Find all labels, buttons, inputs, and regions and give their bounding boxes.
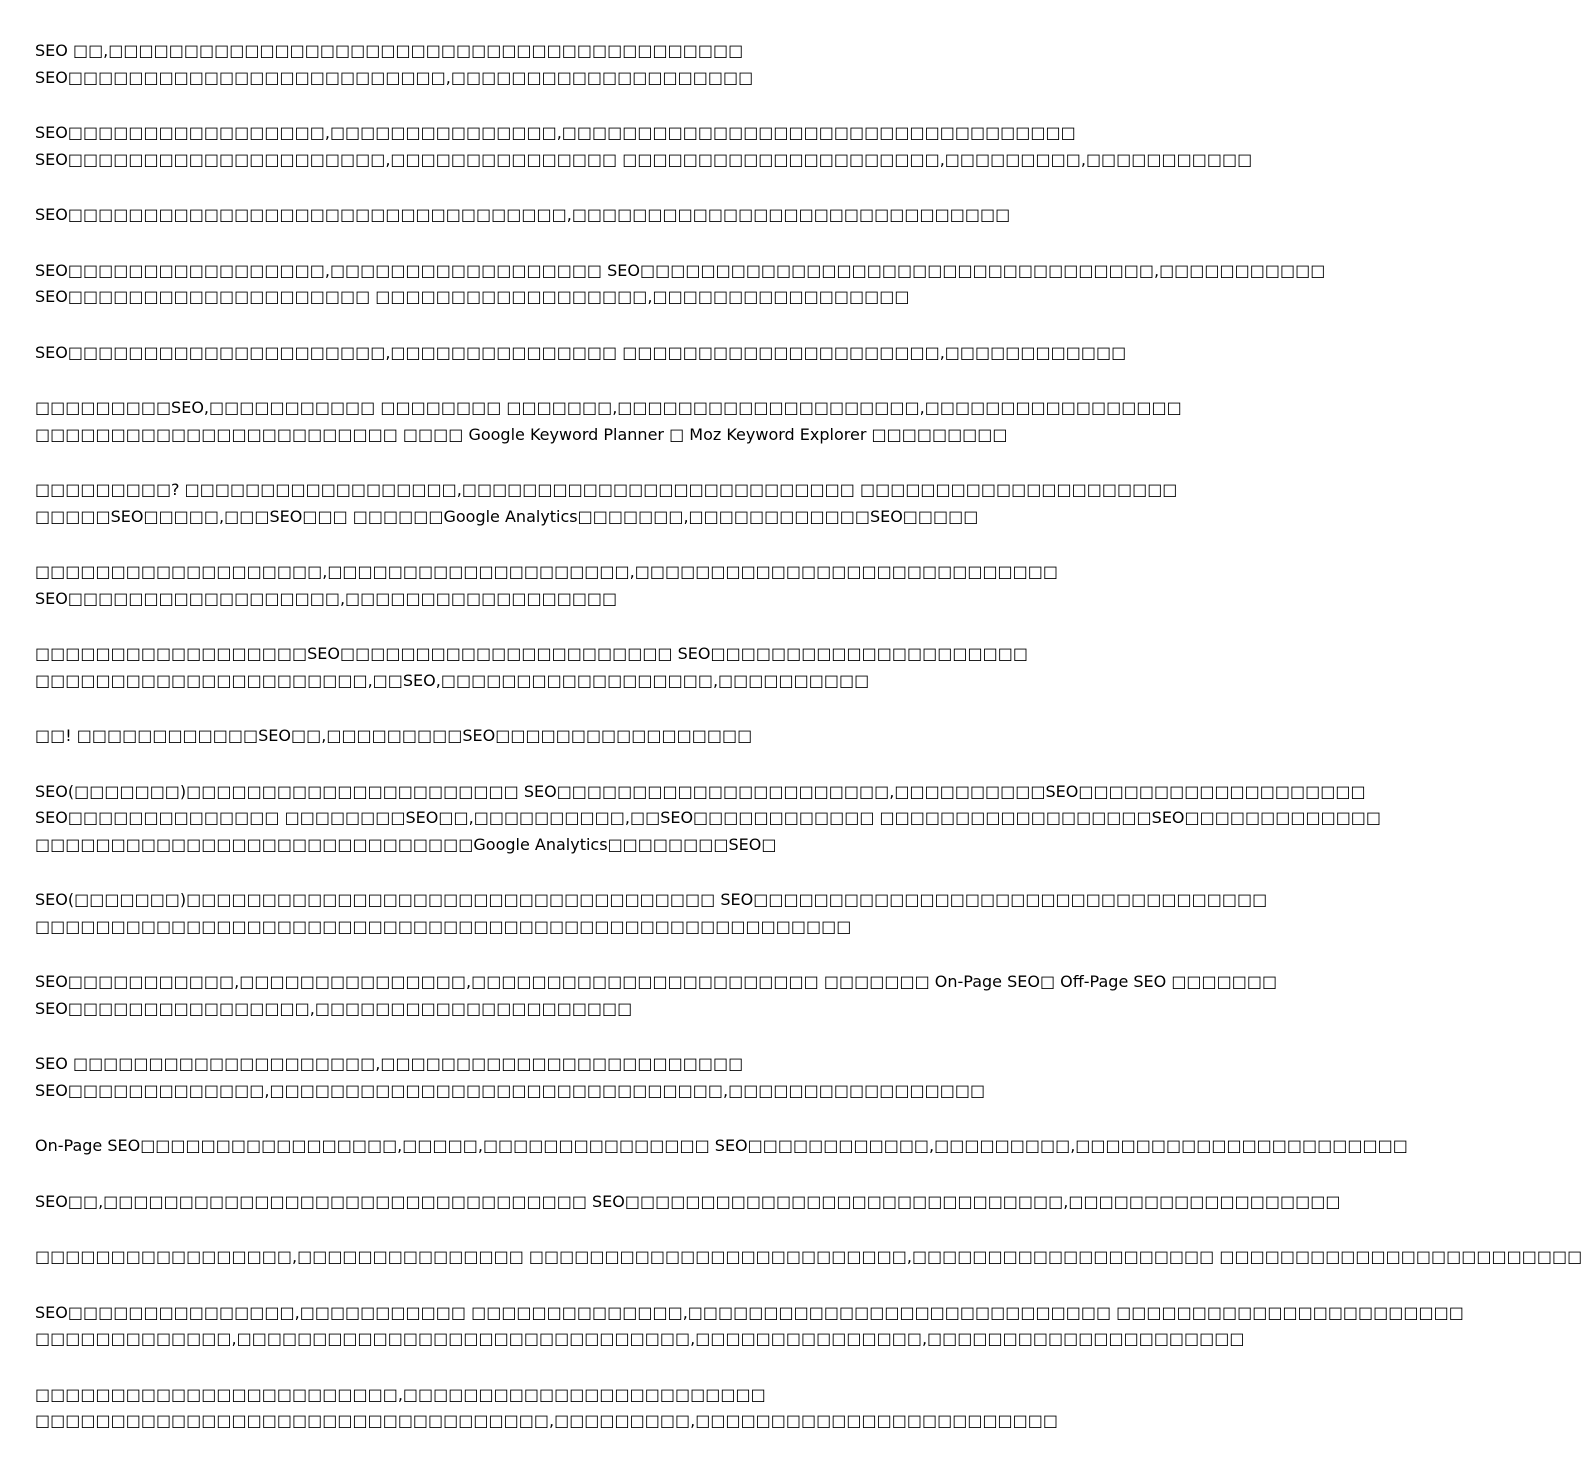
text-line: SEO□□□□□□□□□□□,□□□□□□□□□□□□□□□,□□□□□□□□□□□□□□□□□□□□□□□ □□□□□□□ On-Page SEO□ Off-Page SEO □□□□□□□: [35, 972, 1278, 991]
paragraph: [35, 395, 1182, 448]
text-line: SEO□□□□□□□□□□□□□□□,□□□□□□□□□□□ □□□□□□□□□□□□□□,□□□□□□□□□□□□□□□□□□□□□□□□□□□□ □□□□□□□□□□□□□□□□□□□□□□□: [35, 1302, 1464, 1322]
text-line: □□□□□□□□□□□□□□□□□,□□□□□□□□□□□□□□□ □□□□□□□□□□□□□□□□□□□□□□□□□,□□□□□□□□□□□□□□□□□□□□ □□□□□□□□□□□□□□□□□□□□□□□□: [35, 1247, 1582, 1266]
text-line: □□□□□□□□□SEO,□□□□□□□□□□□ □□□□□□□□ □□□□□□□,□□□□□□□□□□□□□□□□□□□□,□□□□□□□□□□□□□□□□□: [35, 398, 1182, 417]
paragraph: [35, 1189, 1341, 1216]
paragraph: [35, 340, 1127, 367]
text-line: SEO □□□□□□□□□□□□□□□□□□□□,□□□□□□□□□□□□□□□□□□□□□□□□: [35, 1054, 744, 1073]
text-line: SEO□□□□□□□□□□□□□□ □□□□□□□□SEO□□,□□□□□□□□□□,□□SEO□□□□□□□□□□□□ □□□□□□□□□□□□□□□□□□SEO□□□□□□□□□□□□□: [35, 808, 1382, 827]
text-line: SEO□□□□□□□□□□□□□□□□□□□□□,□□□□□□□□□□□□□□□ □□□□□□□□□□□□□□□□□□□□□,□□□□□□□□□,□□□□□□□□□□□: [35, 149, 1253, 169]
text-line: SEO(□□□□□□□)□□□□□□□□□□□□□□□□□□□□□□ SEO□□□□□□□□□□□□□□□□□□□□□□,□□□□□□□□□□SEO□□□□□□□□□□□□□□□□□□□: [35, 781, 1366, 801]
text-line: SEO□□□□□□□□□□□□□□□□□□,□□□□□□□□□□□□□□□□□□: [35, 588, 618, 608]
paragraph: [35, 1300, 1464, 1353]
text-line: SEO(□□□□□□□)□□□□□□□□□□□□□□□□□□□□□□□□□□□□□□□□□□□ SEO□□□□□□□□□□□□□□□□□□□□□□□□□□□□□□□□□□: [35, 890, 1268, 909]
paragraph: [35, 477, 1178, 530]
text-line: □□□□□□□□□□□□□□□□□□SEO□□□□□□□□□□□□□□□□□□□□□□ SEO□□□□□□□□□□□□□□□□□□□□□: [35, 644, 1028, 663]
text-line: SEO□□□□□□□□□□□□□□□□□,□□□□□□□□□□□□□□□□□□ SEO□□□□□□□□□□□□□□□□□□□□□□□□□□□□□□□□□□,□□□□□□□□□□□: [35, 260, 1326, 280]
paragraph: [35, 38, 995, 91]
text-line: □□□□□□□□□□□□□□□□□□□□□□,□□SEO,□□□□□□□□□□□□□□□□□□,□□□□□□□□□□: [35, 670, 870, 690]
text-line: SEO□□□□□□□□□□□□□□□□,□□□□□□□□□□□□□□□□□□□□□: [35, 998, 633, 1018]
paragraph: [35, 1382, 1059, 1435]
text-line: SEO□□□□□□□□□□□□□□□□□□□□□□□□□□□□□□□□□,□□□□□□□□□□□□□□□□□□□□□□□□□□□□□: [35, 205, 1011, 224]
text-line: SEO □□,□□□□□□□□□□□□□□□□□□□□□□□□□□□□□□□□□□□□□□□□□□: [35, 41, 744, 60]
text-line: □□□□□□□□□□□□□□□□□□□□□□□□,□□□□□□□□□□□□□□□□□□□□□□□□: [35, 1384, 766, 1404]
paragraph: [35, 779, 1382, 859]
text-line: On-Page SEO□□□□□□□□□□□□□□□□□,□□□□□,□□□□□□□□□□□□□□□ SEO□□□□□□□□□□□□,□□□□□□□□□,□□□□□□□□□□□□□□□□□□□□□□: [35, 1136, 1408, 1155]
paragraph: [35, 120, 1253, 173]
paragraph: [35, 559, 1059, 612]
paragraph: [35, 1133, 1408, 1160]
text-line: □□□□□□□□□□□□□□□□□□□,□□□□□□□□□□□□□□□□□□□□,□□□□□□□□□□□□□□□□□□□□□□□□□□□□: [35, 562, 1059, 581]
text-line: □□! □□□□□□□□□□□□SEO□□,□□□□□□□□□SEO□□□□□□□□□□□□□□□□□: [35, 726, 753, 745]
text-line: SEO□□□□□□□□□□□□□□□□□□□□□□□□□,□□□□□□□□□□□□□□□□□□□□: [35, 67, 754, 87]
text-line: □□□□□□□□□□□□□□□□□□□□□□□□ □□□□ Google Keyword Planner □ Moz Keyword Explorer □□□□□□□□□: [35, 424, 1008, 444]
paragraph: [35, 1051, 995, 1104]
paragraph: [35, 1244, 1582, 1271]
paragraph: [35, 258, 1326, 311]
paragraph: [35, 723, 995, 750]
text-line: SEO□□□□□□□□□□□□□,□□□□□□□□□□□□□□□□□□□□□□□□□□□□□□,□□□□□□□□□□□□□□□□□: [35, 1080, 986, 1100]
text-line: SEO□□□□□□□□□□□□□□□□□□□□□,□□□□□□□□□□□□□□□ □□□□□□□□□□□□□□□□□□□□□,□□□□□□□□□□□□: [35, 342, 1127, 362]
text-line: SEO□□,□□□□□□□□□□□□□□□□□□□□□□□□□□□□□□□□ SEO□□□□□□□□□□□□□□□□□□□□□□□□□□□□□,□□□□□□□□□□□□□□□□□□: [35, 1191, 1341, 1211]
document-page: [35, 38, 1582, 1464]
paragraph: [35, 202, 1011, 229]
paragraph: [35, 641, 1028, 694]
paragraph: [35, 969, 1278, 1022]
text-line: □□□□□□□□□□□□□□□□□□□□□□□□□□□□□Google Analytics□□□□□□□□SEO□: [35, 834, 777, 854]
text-line: □□□□□□□□□□□□□□□□□□□□□□□□□□□□□□□□□□□□□□□□□□□□□□□□□□□□□□: [35, 916, 852, 936]
text-line: □□□□□SEO□□□□□,□□□SEO□□□ □□□□□□Google Analytics□□□□□□□,□□□□□□□□□□□□SEO□□□□□: [35, 506, 979, 526]
text-line: □□□□□□□□□□□□□,□□□□□□□□□□□□□□□□□□□□□□□□□□□□□□,□□□□□□□□□□□□□□□,□□□□□□□□□□□□□□□□□□□□□: [35, 1329, 1245, 1348]
text-line: SEO□□□□□□□□□□□□□□□□□□□□ □□□□□□□□□□□□□□□□□□,□□□□□□□□□□□□□□□□□: [35, 287, 910, 306]
text-line: □□□□□□□□□? □□□□□□□□□□□□□□□□□□,□□□□□□□□□□□□□□□□□□□□□□□□□□ □□□□□□□□□□□□□□□□□□□□□: [35, 480, 1178, 499]
text-line: □□□□□□□□□□□□□□□□□□□□□□□□□□□□□□□□□□,□□□□□□□□□,□□□□□□□□□□□□□□□□□□□□□□□□: [35, 1411, 1059, 1430]
text-line: SEO□□□□□□□□□□□□□□□□□,□□□□□□□□□□□□□□□,□□□□□□□□□□□□□□□□□□□□□□□□□□□□□□□□□□: [35, 123, 1076, 142]
paragraph: [35, 887, 1268, 940]
